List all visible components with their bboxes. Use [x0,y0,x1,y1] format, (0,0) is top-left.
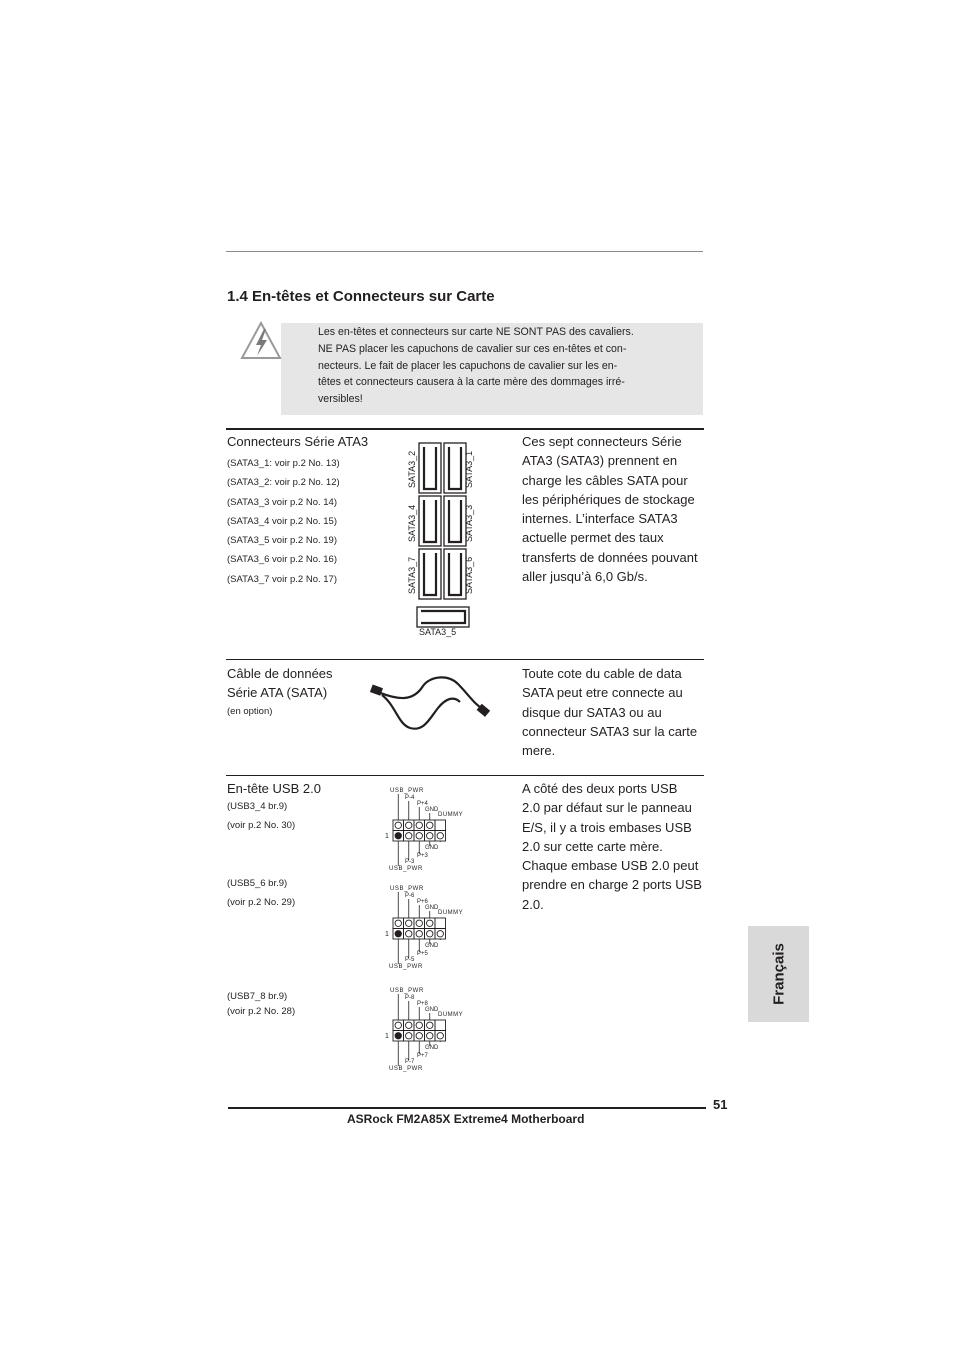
sata-port-6 [444,549,466,599]
sata-rule [226,428,704,430]
sata-desc-line: Ces sept connecteurs Série [522,434,682,449]
usb-pin-cell [404,1020,415,1031]
usb-pin-label: GND [425,1045,439,1051]
sata-desc-line: les périphériques de stockage [522,491,695,507]
section-title: 1.4 En-têtes et Connecteurs sur Carte [227,288,495,305]
usb-pin-cell [404,1031,415,1042]
usb-pin-label: P-4 [405,795,415,801]
sata-refs [227,454,340,589]
usb-pin [427,1022,433,1028]
usb-pin-cell [425,820,436,831]
cable-desc-line: SATA peut etre connecte au [522,685,683,701]
usb-pin [416,833,422,839]
usb-pin-cell [404,918,415,929]
sata-ref: (SATA3_7 voir p.2 No. 17) [227,573,338,585]
cable-description [522,664,707,760]
sata-desc-line: transferts de données pouvant [522,549,698,565]
usb-pin [406,1022,412,1028]
sata-desc-line: ATA3 (SATA3) prennent en [522,453,678,469]
usb-pin-cell [414,1031,425,1042]
usb-pin [406,1033,412,1039]
sata-ref: (SATA3_5 voir p.2 No. 19) [227,535,338,547]
usb-pin-label: P-8 [405,995,415,1001]
usb-desc-line: 2.0. [522,896,544,912]
usb-desc-line: prendre en charge 2 ports USB [522,877,702,893]
usb-pin [406,833,412,839]
usb-pin-cell [414,918,425,929]
usb-pin [416,920,422,926]
usb-pin-cell [435,831,446,842]
language-tab [748,926,809,1022]
usb-pin-label: 1 [385,833,389,840]
sata-port-7 [419,549,441,599]
sata-port-3 [444,496,466,546]
sata-cable-image [368,672,493,734]
usb-pin [427,1033,433,1039]
usb-pin-cell [393,820,404,831]
usb-pin-label: GND [425,845,439,851]
sata-diagram [400,438,490,643]
sata-port-label: SATA3_6 [464,556,474,594]
usb-pin-cell [414,1020,425,1031]
usb-desc-line: 2.0 sur cette carte mère. [522,838,663,854]
usb-ref: (voir p.2 No. 29) [227,897,296,908]
usb-pin [395,1033,401,1039]
usb-pin [395,833,401,839]
sata-desc-line: actuelle permet des taux [522,530,664,546]
usb-pin-label: USB_PWR [390,886,424,892]
sata-port-1 [444,443,466,493]
usb-pin [437,1033,443,1039]
usb-pin-label: P-3 [405,859,415,865]
sata-desc-line: charge les câbles SATA pour [522,472,688,488]
usb-desc-line: Chaque embase USB 2.0 peut [522,858,699,874]
footer-product: ASRock FM2A85X Extreme4 Motherboard [347,1112,585,1126]
cable-desc-line: disque dur SATA3 ou au [522,704,662,720]
usb-pin-cell [404,820,415,831]
usb-pin-label: 1 [385,1033,389,1040]
usb-pin-cell [425,918,436,929]
usb-pin-label: P+7 [417,1053,428,1059]
usb-pin-label: GND [425,943,439,949]
usb-pin-label: P+3 [417,853,428,859]
usb-pin-label: GND [425,1007,439,1013]
sata-ref: (SATA3_6 voir p.2 No. 16) [227,554,338,566]
usb-pin-label: USB_PWR [389,1066,423,1072]
sata-ref: (SATA3_4 voir p.2 No. 15) [227,515,338,527]
sata-port-label: SATA3_5 [419,627,457,637]
usb-pin-label: DUMMY [438,812,464,818]
usb-pin-cell [435,1020,446,1031]
usb-header-diagram-3 [385,984,475,1076]
usb-ref: (voir p.2 No. 28) [227,1006,296,1017]
usb-pin-label: USB_PWR [390,788,424,794]
usb-pin-cell [404,831,415,842]
usb-pin-cell [425,1031,436,1042]
usb-ref: (USB5_6 br.9) [227,878,288,889]
usb-pin-label: P-6 [405,893,415,899]
sata-port-4 [419,496,441,546]
usb-pin-cell [435,820,446,831]
warning-icon [240,320,282,362]
usb-pin [406,920,412,926]
usb-pin [416,931,422,937]
usb-pin [427,920,433,926]
usb-pin-cell [404,929,415,940]
cable-desc-line: mere. [522,743,556,759]
usb-desc-line: 2.0 par défaut sur le panneau [522,800,692,816]
top-rule [226,251,703,252]
usb-ref: (voir p.2 No. 30) [227,820,296,831]
usb-pin-label: DUMMY [438,1012,464,1018]
sata-label: Connecteurs Série ATA3 [227,434,369,449]
warning-text [318,324,657,408]
usb-pin-label: GND [425,905,439,911]
sata-ref: (SATA3_3 voir p.2 No. 14) [227,496,338,508]
usb-pin-cell [435,929,446,940]
sata-port-label: SATA3_3 [464,504,474,542]
usb-pin-cell [414,820,425,831]
page-number: 51 [713,1097,728,1112]
cable-option: (en option) [227,706,273,717]
usb-ref: (USB3_4 br.9) [227,801,288,812]
usb-pin-label: P+8 [417,1001,428,1007]
usb-pin-label: USB_PWR [389,866,423,872]
usb-pin [416,1022,422,1028]
usb-pin [416,1033,422,1039]
usb-rule [226,775,704,776]
usb-pin [437,833,443,839]
sata-port-label: SATA3_1 [464,450,474,488]
cable-desc-line: Toute cote du cable de data [522,666,682,681]
usb-pin [437,931,443,937]
usb-desc-line: A côté des deux ports USB [522,781,678,796]
sata-port-2 [419,443,441,493]
sata-desc-line: aller jusqu’à 6,0 Gb/s. [522,569,648,585]
sata-ref: (SATA3_2: voir p.2 No. 12) [227,477,340,489]
usb-pin-cell [393,918,404,929]
sata-ref: (SATA3_1: voir p.2 No. 13) [227,458,340,469]
cable-label [227,664,333,703]
warning-line: versibles! [318,393,363,406]
usb-pin-label: DUMMY [438,910,464,916]
usb-pin-cell [393,1020,404,1031]
sata-port-5 [417,607,469,627]
cable-desc-line: connecteur SATA3 sur la carte [522,723,698,739]
usb-pin-label: P+4 [417,801,428,807]
cable-label-line: Câble de données [227,666,333,681]
warning-line: necteurs. Le fait de placer les capuchons de cavalier sur les en- [318,359,618,372]
usb-description [522,779,707,914]
cable-label-line: Série ATA (SATA) [227,685,328,701]
usb-pin-cell [435,918,446,929]
cable-rule [226,659,704,660]
usb-pin [406,931,412,937]
usb-ref: (USB7_8 br.9) [227,991,288,1002]
usb-pin-cell [425,929,436,940]
sata-description [522,432,707,586]
usb-header-diagram-1 [385,784,475,876]
usb-pin [416,822,422,828]
usb-desc-line: E/S, il y a trois embases USB [522,819,692,835]
usb-pin-label: USB_PWR [389,964,423,970]
sata-port-label: SATA3_4 [407,504,417,542]
usb-pin [427,931,433,937]
usb-pin-label: P-5 [405,957,415,963]
usb-pin-label: P+6 [417,899,428,905]
usb-pin-cell [414,831,425,842]
footer-rule [228,1107,706,1109]
usb-pin [427,833,433,839]
usb-pin [395,931,401,937]
usb-pin [395,1022,401,1028]
usb-pin [395,822,401,828]
usb-pin-label: P+5 [417,951,428,957]
sata-port-label: SATA3_2 [407,450,417,488]
usb-pin [406,822,412,828]
sata-port-label: SATA3_7 [407,556,417,594]
usb-pin-cell [414,929,425,940]
usb-label: En-tête USB 2.0 [227,781,321,796]
usb-pin [395,920,401,926]
usb-header-diagram-2 [385,882,475,974]
warning-line: NE PAS placer les capuchons de cavalier sur ces en-têtes et con- [318,342,627,355]
usb-pin-cell [435,1031,446,1042]
language-tab-label: Français [770,943,787,1005]
usb-pin-label: P-7 [405,1059,415,1065]
usb-pin-cell [425,1020,436,1031]
warning-line: têtes et connecteurs causera à la carte mère des dommages irré- [318,376,625,389]
sata-desc-line: internes. L’interface SATA3 [522,511,678,527]
usb-pin-label: GND [425,807,439,813]
usb-pin [427,822,433,828]
usb-pin-cell [425,831,436,842]
usb-pin-label: USB_PWR [390,988,424,994]
warning-line: Les en-têtes et connecteurs sur carte NE SONT PAS des cavaliers. [318,326,634,338]
usb-pin-label: 1 [385,931,389,938]
